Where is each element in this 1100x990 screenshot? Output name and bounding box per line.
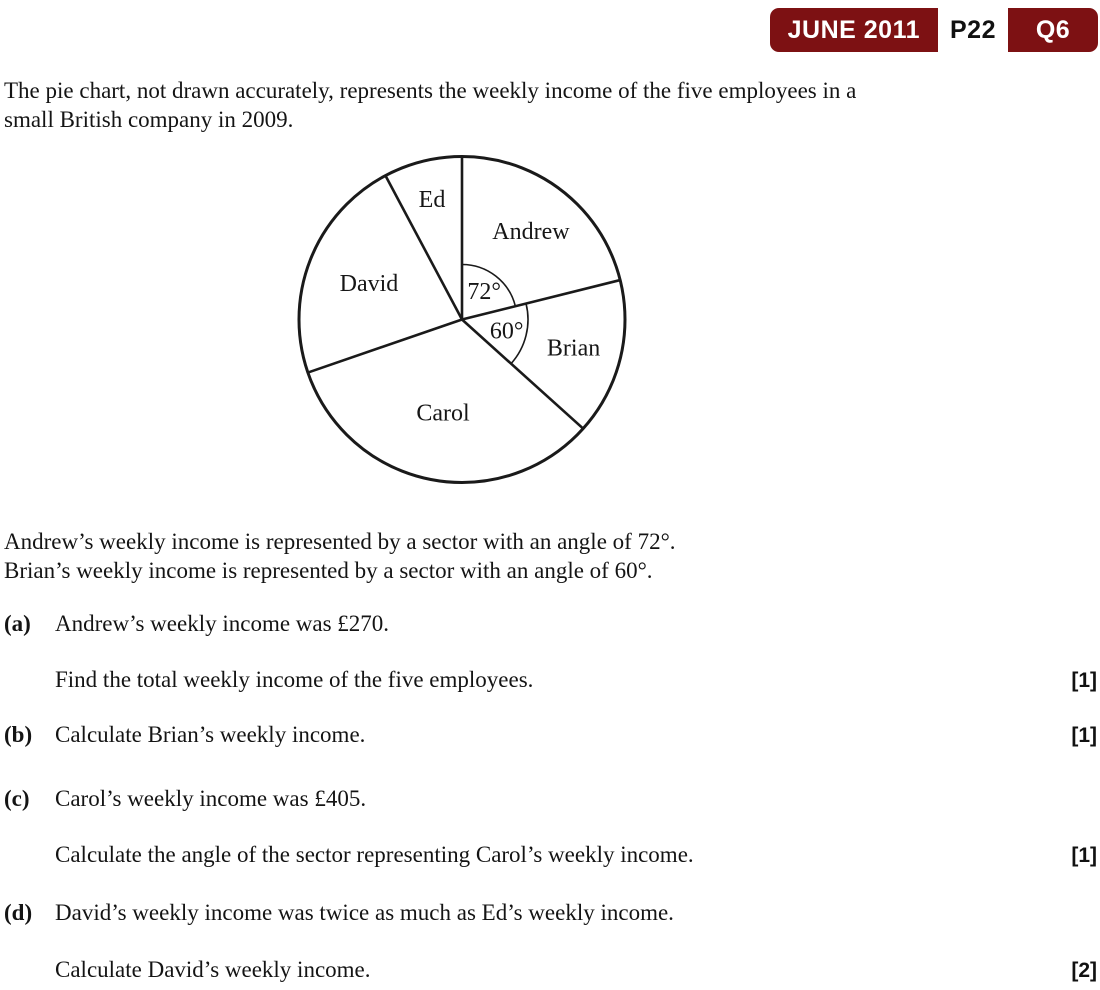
intro-line-2: small British company in 2009. xyxy=(4,107,294,132)
question-d-task-row xyxy=(4,957,1097,983)
question-a-statement: Andrew’s weekly income was £270. xyxy=(55,611,390,636)
question-b-task: Calculate Brian’s weekly income. xyxy=(55,722,366,747)
statement-andrew-angle: Andrew’s weekly income is represented by a sector with an angle of 72°. xyxy=(4,529,676,554)
sector-label: Andrew xyxy=(492,219,570,246)
question-a-intro-row xyxy=(4,611,1097,637)
angle-label: 72° xyxy=(467,279,501,306)
angle-statements xyxy=(4,527,676,585)
question-c-marks: [1] xyxy=(1071,844,1097,867)
angle-label: 60° xyxy=(489,318,524,345)
question-a-label: (a) xyxy=(4,611,31,636)
question-a-task: Find the total weekly income of the five employees. xyxy=(55,667,534,692)
statement-brian-angle: Brian’s weekly income is represented by a sector with an angle of 60°. xyxy=(4,558,653,583)
question-b-label: (b) xyxy=(4,722,33,747)
sector-label: Brian xyxy=(546,335,601,362)
question-d-label: (d) xyxy=(4,900,33,925)
question-b-marks: [1] xyxy=(1071,724,1097,747)
sector-label: Carol xyxy=(416,400,470,427)
question-d-statement: David’s weekly income was twice as much as Ed’s weekly income. xyxy=(55,900,674,925)
question-c-intro-row xyxy=(4,786,1097,812)
badge-question-number: Q6 xyxy=(1008,8,1098,52)
question-c-task-row xyxy=(4,842,1097,868)
badge-session: JUNE 2011 xyxy=(770,8,938,52)
question-c-statement: Carol’s weekly income was £405. xyxy=(55,786,367,811)
intro-paragraph xyxy=(4,76,856,134)
question-c-task: Calculate the angle of the sector representing Carol’s weekly income. xyxy=(55,842,694,867)
sector-label: David xyxy=(339,270,399,297)
badge-paper-number: P22 xyxy=(938,8,1008,52)
pie-chart xyxy=(270,145,660,495)
sector-label: Ed xyxy=(418,187,446,214)
question-b-row xyxy=(4,722,1097,748)
question-c-label: (c) xyxy=(4,786,30,811)
question-a-marks: [1] xyxy=(1071,669,1097,692)
question-d-task: Calculate David’s weekly income. xyxy=(55,957,371,982)
intro-line-1: The pie chart, not drawn accurately, represents the weekly income of the five employees in a xyxy=(4,78,857,103)
question-d-marks: [2] xyxy=(1071,959,1097,982)
header-badge xyxy=(770,8,1098,52)
question-a-task-row xyxy=(4,667,1097,693)
question-d-intro-row xyxy=(4,900,1097,926)
